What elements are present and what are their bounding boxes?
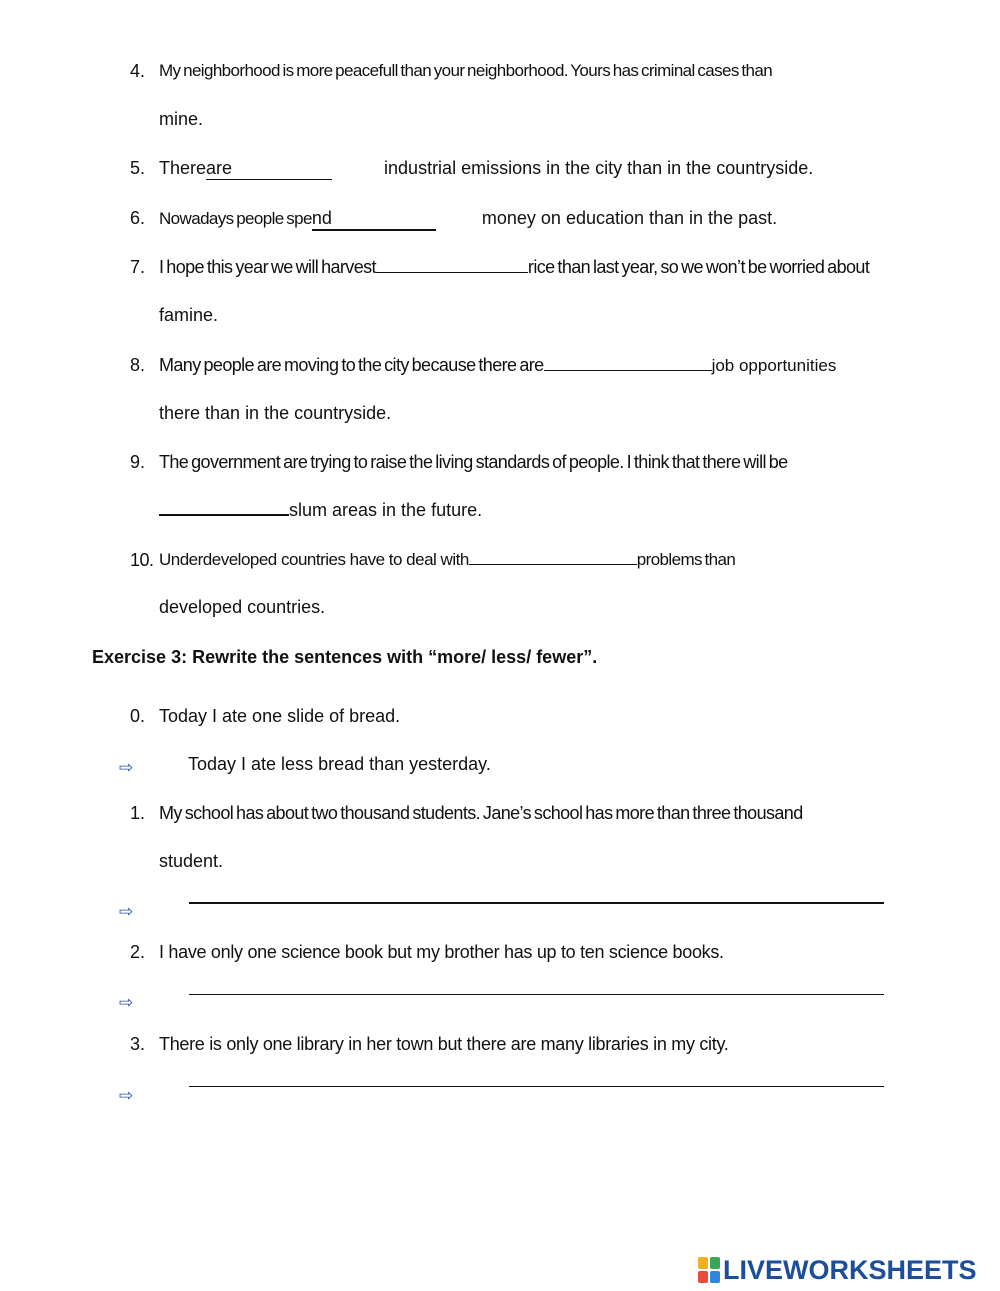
question-text-post: job opportunities	[711, 356, 837, 375]
question-text: My school has about two thousand students. Jane’s school has more than three thousand	[159, 803, 803, 823]
arrow-right-icon: ⇨	[119, 758, 134, 777]
answer-blank[interactable]	[206, 158, 332, 180]
answer-blank[interactable]	[469, 563, 637, 565]
question-line	[159, 550, 735, 570]
question-number: 6.	[130, 208, 146, 228]
question-text-post: problems than	[636, 550, 736, 569]
question-number: 2.	[130, 942, 146, 962]
question-number: 4.	[130, 61, 146, 81]
question-number: 5.	[130, 158, 146, 178]
question-line	[159, 355, 836, 376]
logo-square	[698, 1271, 708, 1283]
question-text: I have only one science book but my brother has up to ten science books.	[159, 942, 724, 962]
question-number: 9.	[130, 452, 146, 472]
question-text-post: slum areas in the future.	[289, 500, 483, 520]
question-4-continuation: mine.	[159, 109, 204, 129]
question-7-continuation: famine.	[159, 305, 219, 325]
logo-square	[710, 1257, 720, 1269]
question-text-pre: There	[159, 158, 207, 178]
question-number: 10.	[130, 550, 154, 570]
answer-line-2[interactable]	[189, 994, 884, 995]
answer-blank[interactable]	[159, 513, 289, 516]
question-text-post: money on education than in the past.	[481, 208, 778, 228]
logo-square	[698, 1257, 708, 1269]
example-answer: Today I ate less bread than yesterday.	[188, 754, 491, 774]
question-line	[159, 208, 777, 231]
question-text-pre: I hope this year we will harvest	[159, 257, 376, 277]
question-text: There is only one library in her town but there are many libraries in my city.	[159, 1034, 729, 1054]
answer-blank-text: nd	[311, 208, 332, 228]
question-9-continuation	[159, 500, 482, 521]
question-line	[159, 158, 813, 180]
question-text: Today I ate one slide of bread.	[159, 706, 401, 726]
answer-blank[interactable]	[376, 271, 528, 273]
logo-text: LIVEWORKSHEETS	[723, 1254, 977, 1285]
exercise-3-question-1-continuation: student.	[159, 851, 224, 871]
question-8-continuation: there than in the countryside.	[159, 403, 392, 423]
question-text: The government are trying to raise the living standards of people. I think that there will be	[159, 452, 788, 472]
answer-blank[interactable]	[312, 208, 436, 231]
question-line	[159, 257, 869, 278]
question-text-post: rice than last year, so we won’t be worried about	[527, 257, 870, 277]
question-text: My neighborhood is more peacefull than your neighborhood. Yours has criminal cases than	[159, 61, 773, 80]
arrow-right-icon: ⇨	[119, 1086, 134, 1105]
question-text-pre: Many people are moving to the city because there are	[159, 355, 544, 375]
question-number: 3.	[130, 1034, 146, 1054]
exercise-3-heading: Exercise 3: Rewrite the sentences with “more/ less/ fewer”.	[92, 647, 598, 667]
logo-square	[710, 1271, 720, 1283]
liveworksheets-logo	[698, 1256, 977, 1284]
question-number: 1.	[130, 803, 146, 823]
question-10-continuation: developed countries.	[159, 597, 326, 617]
answer-blank-text: are	[206, 158, 233, 178]
question-number: 7.	[130, 257, 146, 277]
answer-line-1[interactable]	[189, 902, 884, 904]
question-number: 8.	[130, 355, 146, 375]
question-text-post: industrial emissions in the city than in the countryside.	[384, 158, 814, 178]
question-text-pre: Underdeveloped countries have to deal with	[159, 550, 469, 569]
question-number: 0.	[130, 706, 146, 726]
arrow-right-icon: ⇨	[119, 902, 134, 921]
answer-line-3[interactable]	[189, 1086, 884, 1087]
logo-mark-icon	[698, 1257, 720, 1283]
question-text-pre: Nowadays people spe	[159, 209, 312, 228]
answer-blank[interactable]	[544, 369, 712, 371]
arrow-right-icon: ⇨	[119, 993, 134, 1012]
